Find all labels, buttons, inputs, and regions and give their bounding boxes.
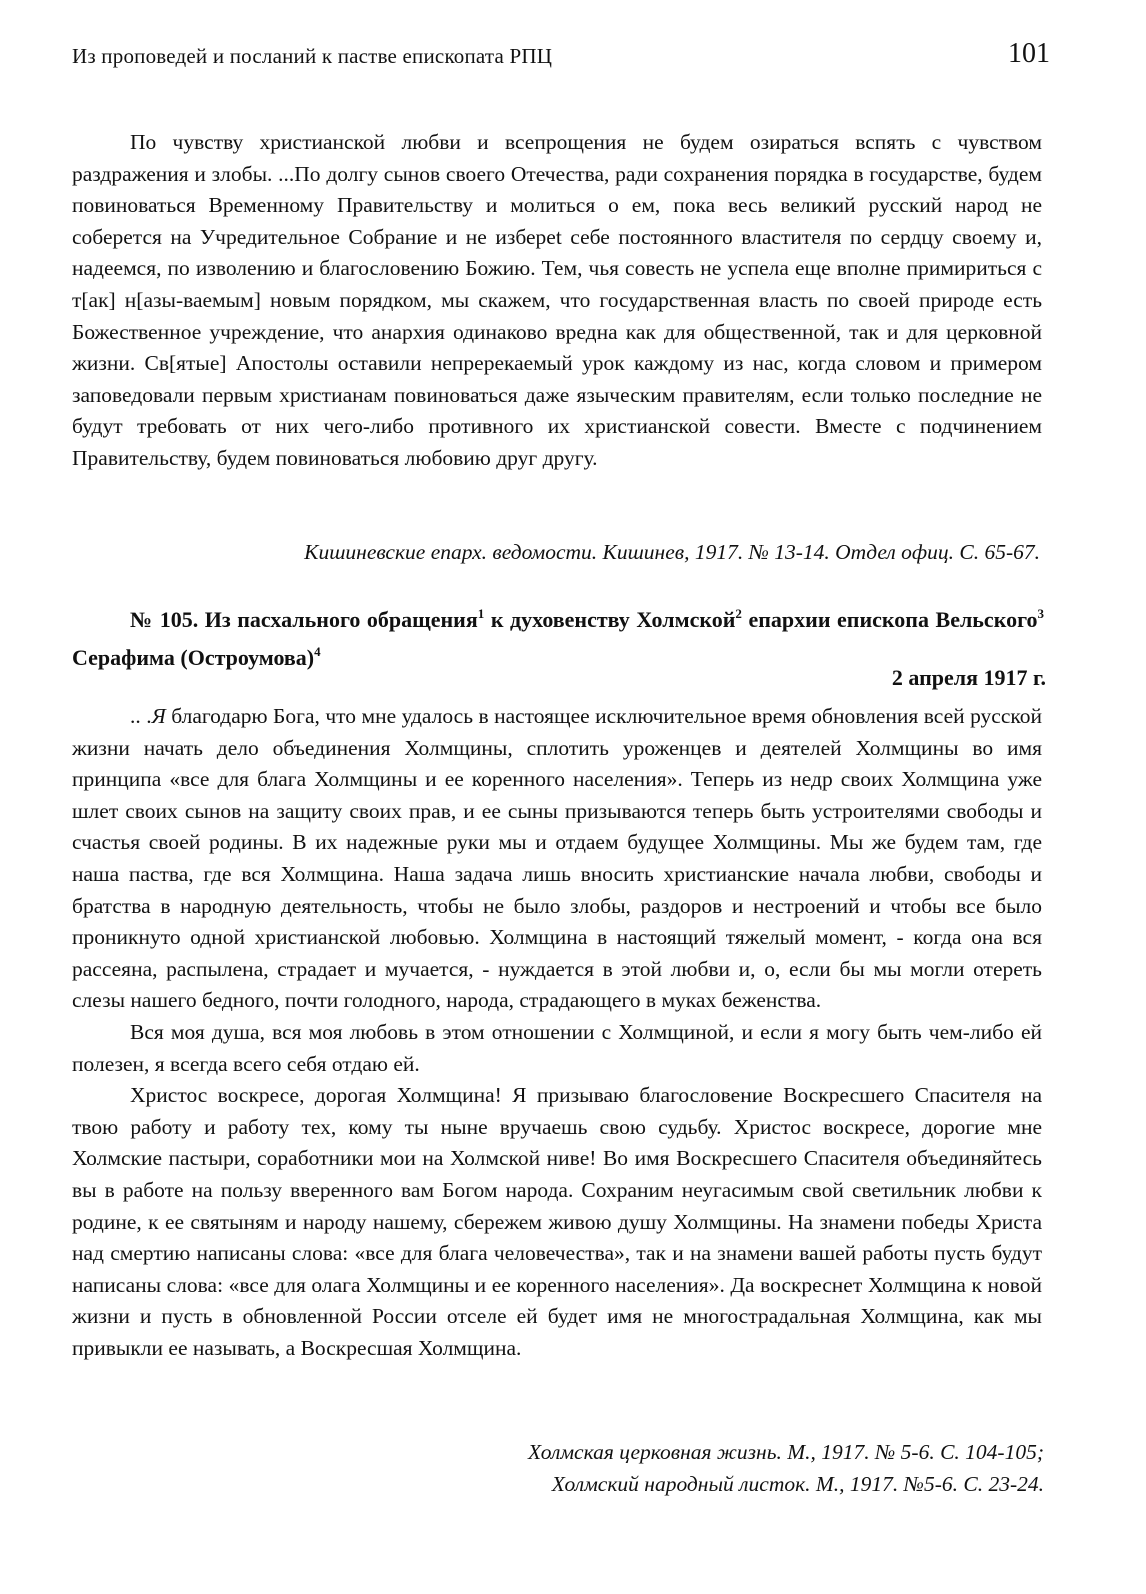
document-title-part4: Серафима (Остроумова) <box>72 645 315 670</box>
paragraph-1-text: благодарю Бога, что мне удалось в настоящее исключительное время обновления всей русской жизни начать дело объединения Холмщины, сплотить уроженцев и деятелей Холмщины во имя принципа «все для блага Холмщины и ее коренного населения». Теперь из недр своих Холмщина уже шлет своих сынов на защиту своих прав, и ее сыны призываются теперь быть устроителями свободы и счастья своей родины. В их надежные руки мы и отдаем будущее Холмщины. Мы же будем там, где наша паства, где вся Холмщина. Наша задача лишь вносить христианские начала любви, свободы и братства в народную деятельность, чтобы не было злобы, раздоров и нестроений и чтобы все было проникнуто одной христианской любовью. Холмщина в настоящий тяжелый момент, - когда она вся рассеяна, распылена, страдает и мучается, - нуждается в этой любви и, о, если бы мы могли отереть слезы нашего бедного, почти голодного, народа, страдающего в муках беженства. <box>72 704 1043 1013</box>
document-paragraph-2: Вся моя душа, вся моя любовь в этом отношении с Холмщиной, и если я могу быть чем-либо ей полезен, я всегда всего себя отдаю ей. <box>72 1019 1042 1076</box>
document-body <box>72 701 1042 1364</box>
document-heading <box>72 598 1044 674</box>
document-paragraph-3: Христос воскресе, дорогая Холмщина! Я призываю благословение Воскресшего Спасителя на твою работу и работу тех, кому ты ныне вручаешь свою судьбу. Христос воскресе, дорогие мне Холмские пастыри, соработники мои на Холмской ниве! Во имя Воскресшего Спасителя объединяйтесь вы в работе на пользу вверенного вам Богом народа. Сохраним неугасимым свой светильник любви к родине, к ее святыням и народу нашему, сбережем живою душу Холмщины. На знамени победы Христа над смертию написаны слова: «все для блага человечества», так и на знамени вашей работы пусть будут написаны слова: «все для олага Холмщины и ее коренного населения». Да воскреснет Холмщина к новой жизни и пусть в обновленной России отселе ей будет имя не многострадальная Холмщина, как мы привыкли ее называть, а Воскресшая Холмщина. <box>72 1083 1042 1360</box>
citation-line-1: Холмская церковная жизнь. М., 1917. № 5-6. С. 104-105; <box>528 1440 1044 1464</box>
section1-citation: Кишиневские епарх. ведомости. Кишинев, 1917. № 13-14. Отдел офиц. С. 65-67. <box>304 540 1040 564</box>
document-number: № 105. <box>130 607 199 632</box>
page-number: 101 <box>1008 38 1050 69</box>
section1-paragraph: По чувству христианской любви и всепрощения не будем озираться вспять с чувством раздражения и злобы. ...По долгу сынов своего Отечества, ради сохранения порядка в государстве, будем повиноваться Временному Правительству и молиться о ем, пока весь великий русский народ не соберется на Учредительное Собрание и не избереt себе постоянного властителя по сердцу своему и, надеемся, по изволению и благословению Божию. Тем, чья совесть не успела еще вполне примириться с т[ак] н[азы-ваемым] новым порядком, мы скажем, что государственная власть по своей природе есть Божественное учреждение, что анархия одинаково вредна как для общественной, так и для церковной жизни. Св[ятые] Апостолы оставили непререкаемый урок каждому из нас, когда словом и примером заповедовали первым христианам повиноваться даже языческим правителям, если только последние не будут требовать от них чего-либо противного их христианской совести. Вместе с подчинением Правительству, будем повиноваться любовию друг другу. <box>72 130 1042 470</box>
footnote-ref-4[interactable]: 4 <box>314 644 321 659</box>
footnote-ref-2[interactable]: 2 <box>735 606 742 621</box>
footnote-ref-3[interactable]: 3 <box>1037 606 1045 621</box>
italic-word: Я <box>151 704 166 728</box>
running-title: Из проповедей и посланий к пастве епископата РПЦ <box>72 44 553 68</box>
document-paragraph-1 <box>72 701 1042 1017</box>
document-citation <box>528 1436 1044 1500</box>
running-head <box>72 38 1050 74</box>
citation-line-2: Холмский народный листок. М., 1917. №5-6. С. 23-24. <box>551 1472 1044 1496</box>
document-title-part2: к духовенству Холмской <box>490 607 736 632</box>
section1-body <box>72 127 1042 475</box>
ellipsis-start: .. . <box>130 704 152 728</box>
document-title-part3: епархии епископа Вельского <box>748 607 1038 632</box>
document-date: 2 апреля 1917 г. <box>891 665 1046 690</box>
document-title-part1: Из пасхального обращения <box>204 607 478 632</box>
footnote-ref-1[interactable]: 1 <box>477 606 485 621</box>
